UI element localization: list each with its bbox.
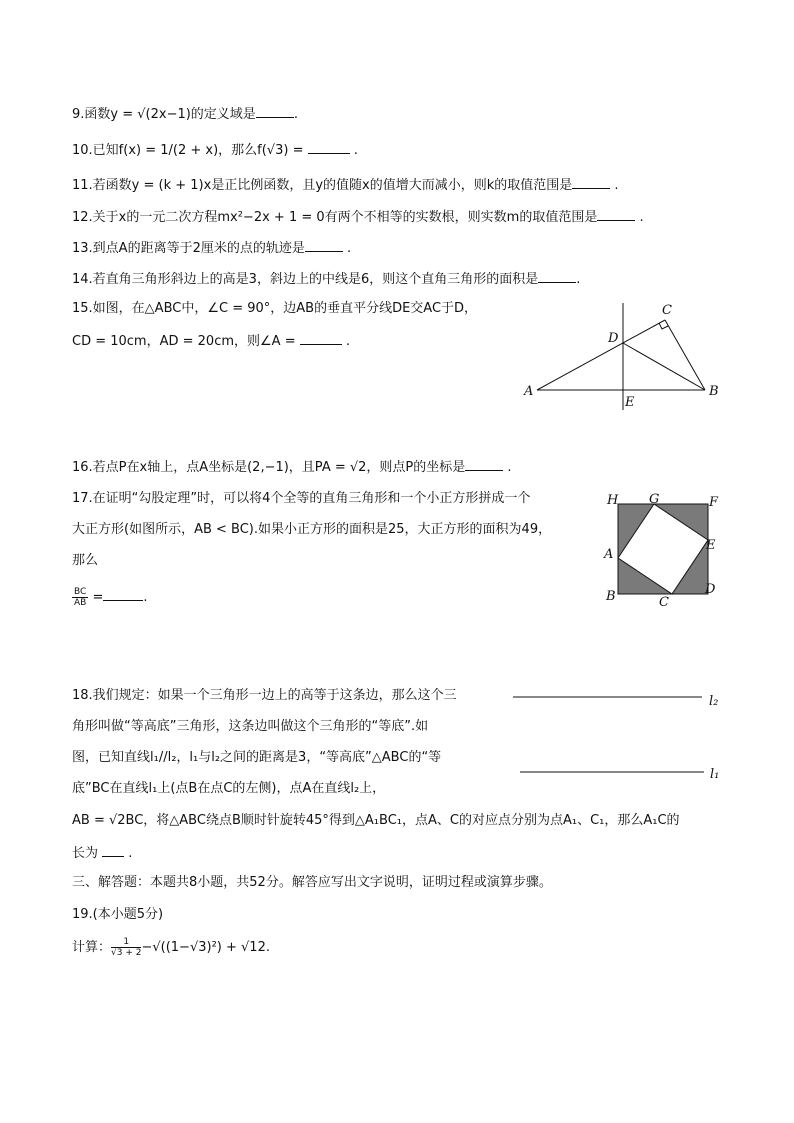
answer-blank: [538, 268, 576, 283]
question-11: 11.若函数y = (k + 1)x是正比例函数，且y的值随x的值增大而减小，则k的取值范围是 .: [72, 174, 619, 196]
segment-BC: [665, 320, 705, 390]
answer-blank: [300, 330, 342, 345]
answer-blank: [572, 174, 610, 189]
answer-blank: [308, 139, 350, 154]
question-12: 12.关于x的一元二次方程mx²−2x + 1 = 0有两个不相等的实数根，则实数m的取值范围是 .: [72, 206, 644, 228]
question-17-line-3: 那么: [72, 553, 99, 568]
question-13: 13.到点A的距离等于2厘米的点的轨迹是 .: [72, 237, 351, 259]
fraction-one-over-root3-plus-2: $\frac{1}{√3 + 2}$: [111, 937, 142, 958]
label-E: E: [625, 395, 635, 410]
label-C: C: [659, 595, 669, 610]
label-A: A: [604, 547, 614, 562]
label-G: G: [649, 492, 660, 507]
label-l1: l₁: [710, 767, 720, 782]
answer-blank: [597, 206, 635, 221]
right-angle-mark: [659, 323, 668, 329]
label-D: D: [705, 582, 716, 597]
question-19-expression: 计算： $\frac{1}{√3 + 2}$ −√((1−√3)²) + √12.: [72, 937, 270, 958]
answer-blank: [103, 586, 143, 601]
fraction-bc-over-ab: $\frac{BC}{AB}$: [73, 587, 87, 608]
section-3-heading: 三、解答题：本题共8小题，共52分。解答应写出文字说明，证明过程或演算步骤。: [72, 875, 552, 890]
label-E: E: [706, 538, 716, 553]
question-15-line-1: 15.如图，在△ABC中，∠C = 90°，边AB的垂直平分线DE交AC于D，: [72, 301, 478, 316]
figure-15-triangle: [515, 298, 730, 420]
answer-blank: [102, 842, 124, 857]
segment-AC: [537, 320, 665, 390]
label-D: D: [608, 331, 619, 346]
question-19-title: 19.(本小题5分): [72, 907, 164, 922]
answer-blank: [305, 237, 343, 252]
question-18-line-1: 18.我们规定：如果一个三角形一边上的高等于这条边，那么这个三: [72, 688, 457, 703]
segment-DB: [623, 343, 705, 390]
question-17-line-1: 17.在证明“勾股定理”时，可以将4个全等的直角三角形和一个小正方形拼成一个: [72, 491, 531, 506]
label-F: F: [709, 495, 719, 510]
question-17-line-2: 大正方形(如图所示，AB < BC).如果小正方形的面积是25，大正方形的面积为49，: [72, 522, 552, 537]
label-B: B: [606, 589, 616, 604]
question-9: 9.函数y = √(2x−1)的定义域是 .: [72, 103, 298, 125]
label-l2: l₂: [709, 694, 719, 709]
label-B: B: [709, 384, 719, 399]
question-18-line-2: 角形叫做“等高底”三角形，这条边叫做这个三角形的“等底”.如: [72, 719, 429, 734]
label-H: H: [607, 493, 619, 508]
label-A: A: [524, 384, 534, 399]
figure-18-parallel-lines: [510, 685, 725, 785]
answer-blank: [256, 103, 294, 118]
answer-blank: [465, 456, 503, 471]
question-18-line-5: AB = √2BC，将△ABC绕点B顺时针旋转45°得到△A₁BC₁，点A、C的对应点分别为点A₁、C₁，那么A₁C的: [72, 813, 680, 828]
figure-17-squares: [598, 488, 728, 610]
question-18-line-4: 底”BC在直线l₁上(点B在点C的左侧)，点A在直线l₂上，: [72, 781, 386, 796]
question-17-line-4: $\frac{BC}{AB}$ = .: [73, 587, 148, 608]
question-16: 16.若点P在x轴上，点A坐标是(2,−1)，且PA = √2，则点P的坐标是 .: [72, 456, 512, 478]
question-18-line-6: 长为 .: [72, 842, 132, 864]
question-10: 10.已知f(x) = 1/(2 + x)，那么f(√3) = .: [72, 139, 358, 161]
question-14: 14.若直角三角形斜边上的高是3，斜边上的中线是6，则这个直角三角形的面积是 .: [72, 268, 580, 290]
question-18-line-3: 图，已知直线l₁//l₂，l₁与l₂之间的距离是3，“等高底”△ABC的“等: [72, 750, 442, 765]
question-15-line-2: CD = 10cm，AD = 20cm，则∠A = .: [72, 330, 350, 352]
label-C: C: [662, 303, 672, 318]
